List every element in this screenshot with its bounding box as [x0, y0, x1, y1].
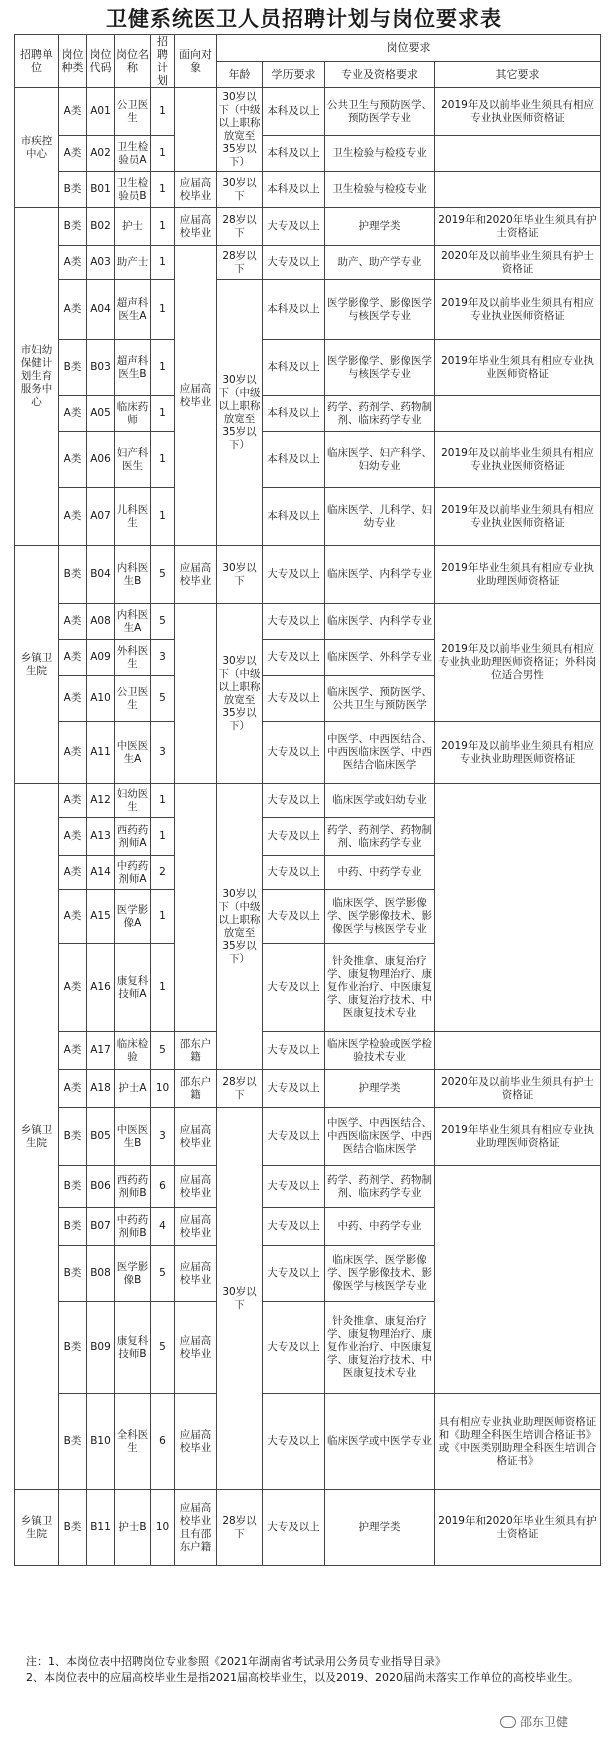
- code-cell: B08: [87, 1246, 115, 1302]
- recruitment-table: [14, 34, 601, 1566]
- other-cell: 2019年毕业生须具有相应专业执业助理医师资格证: [435, 1108, 601, 1166]
- header-requirements: 岗位要求: [217, 35, 601, 62]
- name-cell: 外科医生: [115, 640, 151, 676]
- major-cell: 临床医学、妇产科学、妇幼专业: [325, 432, 435, 488]
- name-cell: 超声科医生A: [115, 280, 151, 340]
- code-cell: A09: [87, 640, 115, 676]
- target-cell: 应届高校毕业: [175, 208, 217, 246]
- education-cell: 大专及以上: [263, 604, 325, 640]
- code-cell: B10: [87, 1394, 115, 1490]
- plan-cell: 1: [151, 208, 175, 246]
- type-cell: A类: [59, 280, 87, 340]
- target-cell: [175, 784, 217, 1032]
- name-cell: 康复科技师A: [115, 944, 151, 1032]
- name-cell: 中药药剂师B: [115, 1208, 151, 1246]
- plan-cell: 5: [151, 604, 175, 640]
- major-cell: 护理学类: [325, 208, 435, 246]
- code-cell: A05: [87, 396, 115, 432]
- plan-cell: 5: [151, 676, 175, 722]
- other-cell: [435, 1032, 601, 1070]
- code-cell: A16: [87, 944, 115, 1032]
- target-cell: 应届高校毕业: [175, 546, 217, 604]
- type-cell: A类: [59, 640, 87, 676]
- name-cell: 卫生检验员B: [115, 172, 151, 208]
- major-cell: 中医学、中西医结合、中西医临床医学、中西医结合临床医学: [325, 1108, 435, 1166]
- code-cell: A10: [87, 676, 115, 722]
- target-cell: 应届高校毕业: [175, 1166, 217, 1208]
- type-cell: A类: [59, 432, 87, 488]
- type-cell: A类: [59, 818, 87, 856]
- type-cell: A类: [59, 396, 87, 432]
- education-cell: 大专及以上: [263, 208, 325, 246]
- education-cell: 大专及以上: [263, 1166, 325, 1208]
- type-cell: B类: [59, 546, 87, 604]
- name-cell: 公卫医生: [115, 676, 151, 722]
- education-cell: 本科及以上: [263, 488, 325, 546]
- type-cell: A类: [59, 88, 87, 136]
- education-cell: 大专及以上: [263, 640, 325, 676]
- type-cell: B类: [59, 340, 87, 396]
- other-cell: 2020年及以前毕业生须具有护士资格证: [435, 1070, 601, 1108]
- age-cell: 28岁以下: [217, 1490, 263, 1566]
- code-cell: B04: [87, 546, 115, 604]
- major-cell: 针灸推拿、康复治疗学、康复物理治疗、康复作业治疗、中医康复学、康复治疗技术、中医康复技术专业: [325, 944, 435, 1032]
- type-cell: B类: [59, 1490, 87, 1566]
- major-cell: 临床医学、外科学专业: [325, 640, 435, 676]
- name-cell: 儿科医生: [115, 488, 151, 546]
- major-cell: 临床医学或妇幼专业: [325, 784, 435, 818]
- age-cell: 30岁以下（中级以上职称放宽至35岁以下）: [217, 280, 263, 546]
- plan-cell: 3: [151, 640, 175, 676]
- code-cell: A03: [87, 246, 115, 280]
- education-cell: 大专及以上: [263, 856, 325, 890]
- other-cell: [435, 1166, 601, 1394]
- code-cell: B09: [87, 1302, 115, 1394]
- name-cell: 卫生检验员A: [115, 136, 151, 172]
- unit-cell: 市妇幼保健计划生育服务中心: [15, 208, 59, 546]
- code-cell: A02: [87, 136, 115, 172]
- wechat-icon: [500, 1716, 516, 1728]
- major-cell: 医学影像学、影像医学与核医学专业: [325, 340, 435, 396]
- other-cell: [435, 136, 601, 172]
- watermark-text: 邵东卫健: [520, 1715, 569, 1729]
- target-cell: 应届高校毕业: [175, 1208, 217, 1246]
- plan-cell: 10: [151, 1070, 175, 1108]
- code-cell: A15: [87, 890, 115, 944]
- education-cell: 大专及以上: [263, 944, 325, 1032]
- code-cell: B01: [87, 172, 115, 208]
- code-cell: B02: [87, 208, 115, 246]
- type-cell: B类: [59, 1166, 87, 1208]
- other-cell: [435, 396, 601, 432]
- code-cell: A07: [87, 488, 115, 546]
- major-cell: 公共卫生与预防医学、预防医学专业: [325, 88, 435, 136]
- type-cell: A类: [59, 784, 87, 818]
- type-cell: A类: [59, 604, 87, 640]
- watermark: [500, 1713, 568, 1730]
- name-cell: 妇幼医生: [115, 784, 151, 818]
- education-cell: 大专及以上: [263, 1490, 325, 1566]
- name-cell: 医学影像A: [115, 890, 151, 944]
- major-cell: 临床医学检验或医学检验技术专业: [325, 1032, 435, 1070]
- target-cell: 应届高校毕业: [175, 246, 217, 546]
- type-cell: B类: [59, 1302, 87, 1394]
- type-cell: B类: [59, 208, 87, 246]
- other-cell: 2019年及以前毕业生须具有相应专业执业医师资格证: [435, 280, 601, 340]
- header-other: 其它要求: [435, 61, 601, 88]
- type-cell: A类: [59, 136, 87, 172]
- code-cell: A04: [87, 280, 115, 340]
- major-cell: 卫生检验与检疫专业: [325, 172, 435, 208]
- plan-cell: 1: [151, 784, 175, 818]
- plan-cell: 1: [151, 890, 175, 944]
- other-cell: 2019年及以前毕业生须具有相应专业执业医师资格证: [435, 88, 601, 136]
- type-cell: B类: [59, 1208, 87, 1246]
- name-cell: 全科医生: [115, 1394, 151, 1490]
- other-cell: 2019年和2020年毕业生须具有护士资格证: [435, 1490, 601, 1566]
- education-cell: 本科及以上: [263, 432, 325, 488]
- code-cell: A12: [87, 784, 115, 818]
- other-cell: [435, 784, 601, 1032]
- type-cell: A类: [59, 246, 87, 280]
- other-cell: 具有相应专业执业助理医师资格证和《助理全科医生培训合格证书》或《中医类别助理全科医生培训合格证书》: [435, 1394, 601, 1490]
- education-cell: 大专及以上: [263, 546, 325, 604]
- header-name: 岗位名称: [115, 35, 151, 88]
- age-cell: 30岁以下（中级以上职称放宽至35岁以下）: [217, 784, 263, 1070]
- plan-cell: 6: [151, 1394, 175, 1490]
- education-cell: 大专及以上: [263, 1302, 325, 1394]
- code-cell: A13: [87, 818, 115, 856]
- header-plan: 招聘计划: [151, 35, 175, 88]
- major-cell: 中药、中药学专业: [325, 1208, 435, 1246]
- education-cell: 本科及以上: [263, 88, 325, 136]
- name-cell: 西药药剂师B: [115, 1166, 151, 1208]
- plan-cell: 5: [151, 1032, 175, 1070]
- major-cell: 药学、药剂学、药物制剂、临床药学专业: [325, 1166, 435, 1208]
- type-cell: B类: [59, 1394, 87, 1490]
- code-cell: B06: [87, 1166, 115, 1208]
- code-cell: B11: [87, 1490, 115, 1566]
- target-cell: 应届高校毕业: [175, 1302, 217, 1394]
- name-cell: 护士B: [115, 1490, 151, 1566]
- education-cell: 大专及以上: [263, 246, 325, 280]
- plan-cell: 3: [151, 1108, 175, 1166]
- plan-cell: 1: [151, 246, 175, 280]
- name-cell: 医学影像B: [115, 1246, 151, 1302]
- type-cell: A类: [59, 722, 87, 784]
- name-cell: 内科医生B: [115, 546, 151, 604]
- code-cell: B03: [87, 340, 115, 396]
- code-cell: A18: [87, 1070, 115, 1108]
- education-cell: 大专及以上: [263, 818, 325, 856]
- code-cell: A08: [87, 604, 115, 640]
- education-cell: 本科及以上: [263, 396, 325, 432]
- major-cell: 临床医学、预防医学、公共卫生与预防医学: [325, 676, 435, 722]
- major-cell: 临床医学、内科学专业: [325, 546, 435, 604]
- plan-cell: 1: [151, 488, 175, 546]
- unit-cell: 乡镇卫生院: [15, 784, 59, 1490]
- name-cell: 护士A: [115, 1070, 151, 1108]
- type-cell: B类: [59, 1108, 87, 1166]
- plan-cell: 5: [151, 1246, 175, 1302]
- name-cell: 临床药师: [115, 396, 151, 432]
- major-cell: 药学、药剂学、药物制剂、临床药学专业: [325, 818, 435, 856]
- name-cell: 公卫医生: [115, 88, 151, 136]
- plan-cell: 1: [151, 136, 175, 172]
- other-cell: 2020年及以前毕业生须具有护士资格证: [435, 246, 601, 280]
- education-cell: 大专及以上: [263, 1108, 325, 1166]
- major-cell: 中医学、中西医结合、中西医临床医学、中西医结合临床医学: [325, 722, 435, 784]
- education-cell: 大专及以上: [263, 890, 325, 944]
- education-cell: 大专及以上: [263, 1070, 325, 1108]
- plan-cell: 2: [151, 856, 175, 890]
- plan-cell: 1: [151, 396, 175, 432]
- header-age: 年龄: [217, 61, 263, 88]
- education-cell: 本科及以上: [263, 340, 325, 396]
- other-cell: [435, 172, 601, 208]
- major-cell: 临床医学、医学影像学、医学影像技术、影像医学与核医学专业: [325, 1246, 435, 1302]
- target-cell: 应届高校毕业: [175, 172, 217, 208]
- header-major: 专业及资格要求: [325, 61, 435, 88]
- education-cell: 本科及以上: [263, 136, 325, 172]
- plan-cell: 1: [151, 432, 175, 488]
- name-cell: 超声科医生B: [115, 340, 151, 396]
- age-cell: 30岁以下（中级以上职称放宽至35岁以下）: [217, 88, 263, 172]
- type-cell: A类: [59, 1032, 87, 1070]
- target-cell: [175, 604, 217, 784]
- plan-cell: 5: [151, 546, 175, 604]
- other-cell: 2019年及以前毕业生须具有相应专业执业助理医师资格证: [435, 722, 601, 784]
- type-cell: B类: [59, 1246, 87, 1302]
- code-cell: B05: [87, 1108, 115, 1166]
- education-cell: 大专及以上: [263, 784, 325, 818]
- other-cell: 2019年毕业生须具有相应专业执业医师资格证: [435, 340, 601, 396]
- major-cell: 临床医学、内科学专业: [325, 604, 435, 640]
- target-cell: 应届高校毕业: [175, 1246, 217, 1302]
- type-cell: B类: [59, 172, 87, 208]
- name-cell: 中医医生A: [115, 722, 151, 784]
- plan-cell: 1: [151, 340, 175, 396]
- age-cell: 30岁以下: [217, 1108, 263, 1490]
- education-cell: 大专及以上: [263, 676, 325, 722]
- plan-cell: 6: [151, 1166, 175, 1208]
- header-type: 岗位种类: [59, 35, 87, 88]
- footnotes: [26, 1654, 586, 1686]
- code-cell: B07: [87, 1208, 115, 1246]
- major-cell: 中药、中药学专业: [325, 856, 435, 890]
- education-cell: 大专及以上: [263, 1208, 325, 1246]
- footnote-1: 注：1、本岗位表中招聘岗位专业参照《2021年湖南省考试录用公务员专业指导目录》: [26, 1655, 446, 1668]
- plan-cell: 10: [151, 1490, 175, 1566]
- other-cell: 2019年及以前毕业生须具有相应专业执业医师资格证: [435, 488, 601, 546]
- type-cell: A类: [59, 944, 87, 1032]
- target-cell: 应届高校毕业: [175, 1394, 217, 1490]
- education-cell: 大专及以上: [263, 1394, 325, 1490]
- header-code: 岗位代码: [87, 35, 115, 88]
- age-cell: 28岁以下: [217, 208, 263, 246]
- age-cell: 30岁以下: [217, 546, 263, 604]
- unit-cell: 乡镇卫生院: [15, 546, 59, 784]
- plan-cell: 1: [151, 818, 175, 856]
- age-cell: 28岁以下: [217, 246, 263, 280]
- plan-cell: 4: [151, 1208, 175, 1246]
- plan-cell: 1: [151, 172, 175, 208]
- other-cell: 2019年毕业生须具有相应专业执业助理医师资格证: [435, 546, 601, 604]
- major-cell: 助产、助产学专业: [325, 246, 435, 280]
- other-cell: 2019年和2020年毕业生须具有护士资格证: [435, 208, 601, 246]
- page-title: 卫健系统医卫人员招聘计划与岗位要求表: [106, 7, 502, 31]
- footnote-2: 2、本岗位表中的应届高校毕业生是指2021届高校毕业生，以及2019、2020届尚未落实工作单位的高校毕业生。: [26, 1671, 579, 1684]
- name-cell: 中药药剂师A: [115, 856, 151, 890]
- major-cell: 临床医学、医学影像学、医学影像技术、影像医学与核医学专业: [325, 890, 435, 944]
- plan-cell: 3: [151, 722, 175, 784]
- target-cell: 邵东户籍: [175, 1032, 217, 1070]
- name-cell: 助产士: [115, 246, 151, 280]
- code-cell: A14: [87, 856, 115, 890]
- education-cell: 大专及以上: [263, 722, 325, 784]
- type-cell: A类: [59, 676, 87, 722]
- plan-cell: 1: [151, 944, 175, 1032]
- name-cell: 妇产科医生: [115, 432, 151, 488]
- unit-cell: 乡镇卫生院: [15, 1490, 59, 1566]
- education-cell: 大专及以上: [263, 1032, 325, 1070]
- education-cell: 本科及以上: [263, 280, 325, 340]
- target-cell: 邵东户籍: [175, 1070, 217, 1108]
- target-cell: [175, 88, 217, 172]
- major-cell: 临床医学、儿科学、妇幼专业: [325, 488, 435, 546]
- type-cell: A类: [59, 1070, 87, 1108]
- name-cell: 护士: [115, 208, 151, 246]
- major-cell: 药学、药剂学、药物制剂、临床药学专业: [325, 396, 435, 432]
- plan-cell: 1: [151, 88, 175, 136]
- unit-cell: 市疾控中心: [15, 88, 59, 208]
- age-cell: 30岁以下: [217, 172, 263, 208]
- header-target: 面向对象: [175, 35, 217, 88]
- major-cell: 护理学类: [325, 1070, 435, 1108]
- plan-cell: 5: [151, 1302, 175, 1394]
- name-cell: 康复科技师B: [115, 1302, 151, 1394]
- code-cell: A01: [87, 88, 115, 136]
- code-cell: A17: [87, 1032, 115, 1070]
- age-cell: 30岁以下（中级以上职称放宽至35岁以下）: [217, 604, 263, 784]
- type-cell: A类: [59, 856, 87, 890]
- code-cell: A11: [87, 722, 115, 784]
- name-cell: 内科医生A: [115, 604, 151, 640]
- name-cell: 临床检验: [115, 1032, 151, 1070]
- type-cell: A类: [59, 890, 87, 944]
- education-cell: 本科及以上: [263, 172, 325, 208]
- major-cell: 医学影像学、影像医学与核医学专业: [325, 280, 435, 340]
- header-education: 学历要求: [263, 61, 325, 88]
- other-cell: 2019年及以前毕业生须具有相应专业执业助理医师资格证；外科岗位适合男性: [435, 604, 601, 722]
- target-cell: 应届高校毕业且有邵东户籍: [175, 1490, 217, 1566]
- code-cell: A06: [87, 432, 115, 488]
- major-cell: 卫生检验与检疫专业: [325, 136, 435, 172]
- major-cell: 针灸推拿、康复治疗学、康复物理治疗、康复作业治疗、中医康复学、康复治疗技术、中医康复技术专业: [325, 1302, 435, 1394]
- type-cell: A类: [59, 488, 87, 546]
- name-cell: 西药药剂师A: [115, 818, 151, 856]
- name-cell: 中医医生B: [115, 1108, 151, 1166]
- major-cell: 临床医学或中医学专业: [325, 1394, 435, 1490]
- plan-cell: 1: [151, 280, 175, 340]
- header-unit: 招聘单位: [15, 35, 59, 88]
- age-cell: 28岁以下: [217, 1070, 263, 1108]
- education-cell: 大专及以上: [263, 1246, 325, 1302]
- other-cell: 2019年及以前毕业生须具有相应专业执业医师资格证: [435, 432, 601, 488]
- target-cell: 应届高校毕业: [175, 1108, 217, 1166]
- major-cell: 护理学类: [325, 1490, 435, 1566]
